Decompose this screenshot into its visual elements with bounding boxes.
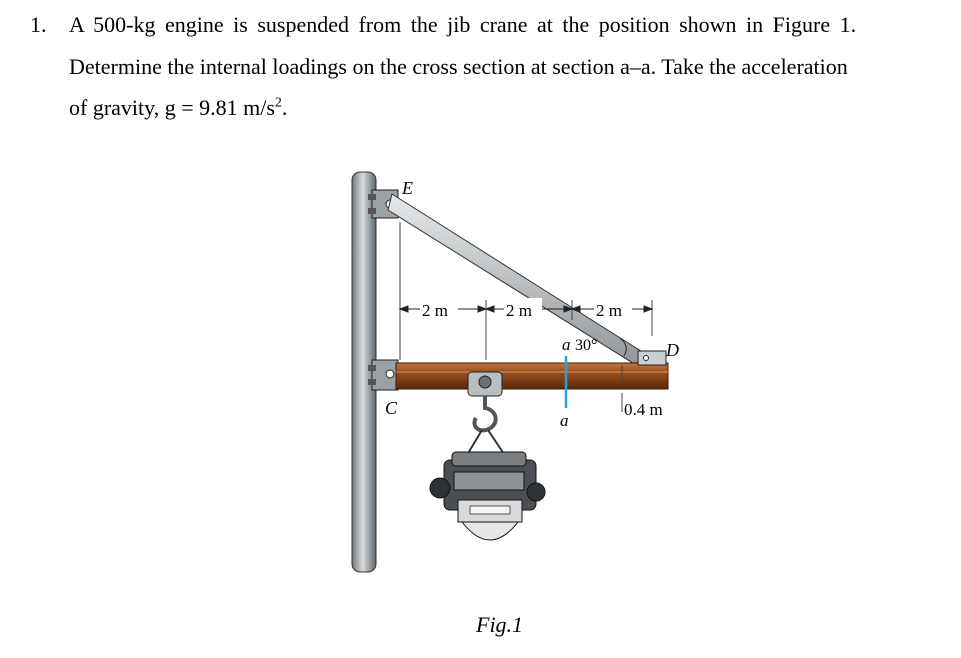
diagonal-brace — [388, 194, 652, 370]
jib-crane-figure — [340, 160, 700, 590]
trolley — [468, 372, 502, 396]
dimension-label-3: 2 m — [596, 301, 622, 320]
label-a-top: a — [562, 335, 571, 354]
dimension-label-1: 2 m — [422, 301, 448, 320]
dimension-label-2: 2 m — [506, 301, 532, 320]
jib-crane-diagram — [340, 160, 700, 590]
horizontal-beam — [396, 363, 668, 389]
gravity-exponent: 2 — [274, 95, 282, 111]
angle-label: 30° — [575, 337, 598, 354]
label-c: C — [385, 398, 398, 418]
label-d: D — [666, 340, 679, 360]
bracket-c — [368, 360, 398, 390]
label-a-bottom: a — [560, 411, 569, 430]
figure-caption: Fig.1 — [476, 612, 524, 637]
problem-line-3 — [69, 95, 287, 121]
dimension-label-beam-depth: 0.4 m — [624, 400, 663, 419]
problem-number: 1. — [30, 12, 47, 37]
plate-d — [638, 351, 666, 365]
problem-text-1: A 500-kg engine is suspended from the jib crane at the position shown in Figure 1. — [69, 12, 857, 37]
engine — [430, 452, 545, 540]
hook — [474, 396, 495, 430]
problem-line-1 — [30, 12, 856, 38]
label-e: E — [402, 178, 413, 198]
gravity-text: of gravity, g = 9.81 m/s — [69, 95, 275, 120]
problem-line-2: Determine the internal loadings on the cross section at section a–a. Take the acceleration — [69, 54, 848, 79]
gravity-period: . — [281, 95, 288, 120]
